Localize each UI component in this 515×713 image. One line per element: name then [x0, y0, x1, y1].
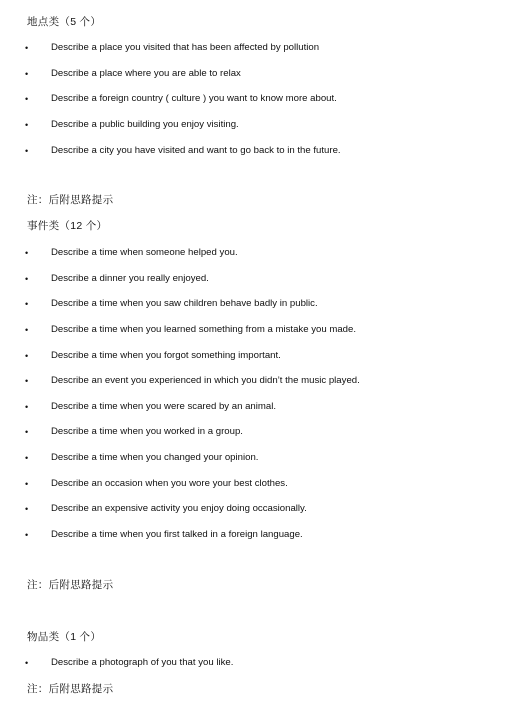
list-item-text: Describe a place where you are able to relax [51, 68, 241, 79]
list-item-text: Describe a time when you changed your opinion. [51, 452, 259, 463]
bullet-icon: • [25, 351, 29, 361]
bullet-icon: • [25, 453, 29, 463]
list-item-text: Describe a public building you enjoy visiting. [51, 119, 239, 130]
bullet-icon: • [25, 325, 29, 335]
section-note: 注：后附思路提示 [27, 579, 114, 591]
section-heading-places: 地点类（5 个） [27, 16, 102, 28]
list-item-text: Describe a city you have visited and want to go back to in the future. [51, 145, 341, 156]
bullet-icon: • [25, 94, 29, 104]
section-heading-objects: 物品类（1 个） [27, 631, 102, 643]
list-item-text: Describe a time when you were scared by an animal. [51, 401, 277, 412]
list-item-text: Describe a time when you first talked in a foreign language. [51, 529, 303, 540]
section-note: 注：后附思路提示 [27, 683, 114, 695]
bullet-icon: • [25, 120, 29, 130]
bullet-icon: • [25, 248, 29, 258]
section-note: 注：后附思路提示 [27, 194, 114, 206]
bullet-icon: • [25, 146, 29, 156]
list-item-text: Describe an occasion when you wore your best clothes. [51, 478, 288, 489]
list-item-text: Describe a time when you learned something from a mistake you made. [51, 324, 357, 335]
list-item-text: Describe an expensive activity you enjoy doing occasionally. [51, 503, 307, 514]
bullet-icon: • [25, 69, 29, 79]
bullet-icon: • [25, 658, 29, 668]
bullet-icon: • [25, 427, 29, 437]
list-item-text: Describe a time when you saw children behave badly in public. [51, 298, 318, 309]
list-item-text: Describe an event you experienced in which you didn’t the music played. [51, 375, 360, 386]
list-item-text: Describe a time when you forgot something important. [51, 350, 281, 361]
bullet-icon: • [25, 43, 29, 53]
bullet-icon: • [25, 530, 29, 540]
bullet-icon: • [25, 504, 29, 514]
list-item-text: Describe a dinner you really enjoyed. [51, 273, 209, 284]
section-heading-events: 事件类（12 个） [27, 220, 108, 232]
bullet-icon: • [25, 274, 29, 284]
list-item-text: Describe a time when someone helped you. [51, 247, 238, 258]
list-item-text: Describe a foreign country ( culture ) you want to know more about. [51, 93, 337, 104]
list-item-text: Describe a time when you worked in a group. [51, 426, 243, 437]
bullet-icon: • [25, 299, 29, 309]
list-item-text: Describe a place you visited that has been affected by pollution [51, 42, 320, 53]
list-item-text: Describe a photograph of you that you like. [51, 657, 234, 668]
bullet-icon: • [25, 376, 29, 386]
bullet-icon: • [25, 479, 29, 489]
bullet-icon: • [25, 402, 29, 412]
